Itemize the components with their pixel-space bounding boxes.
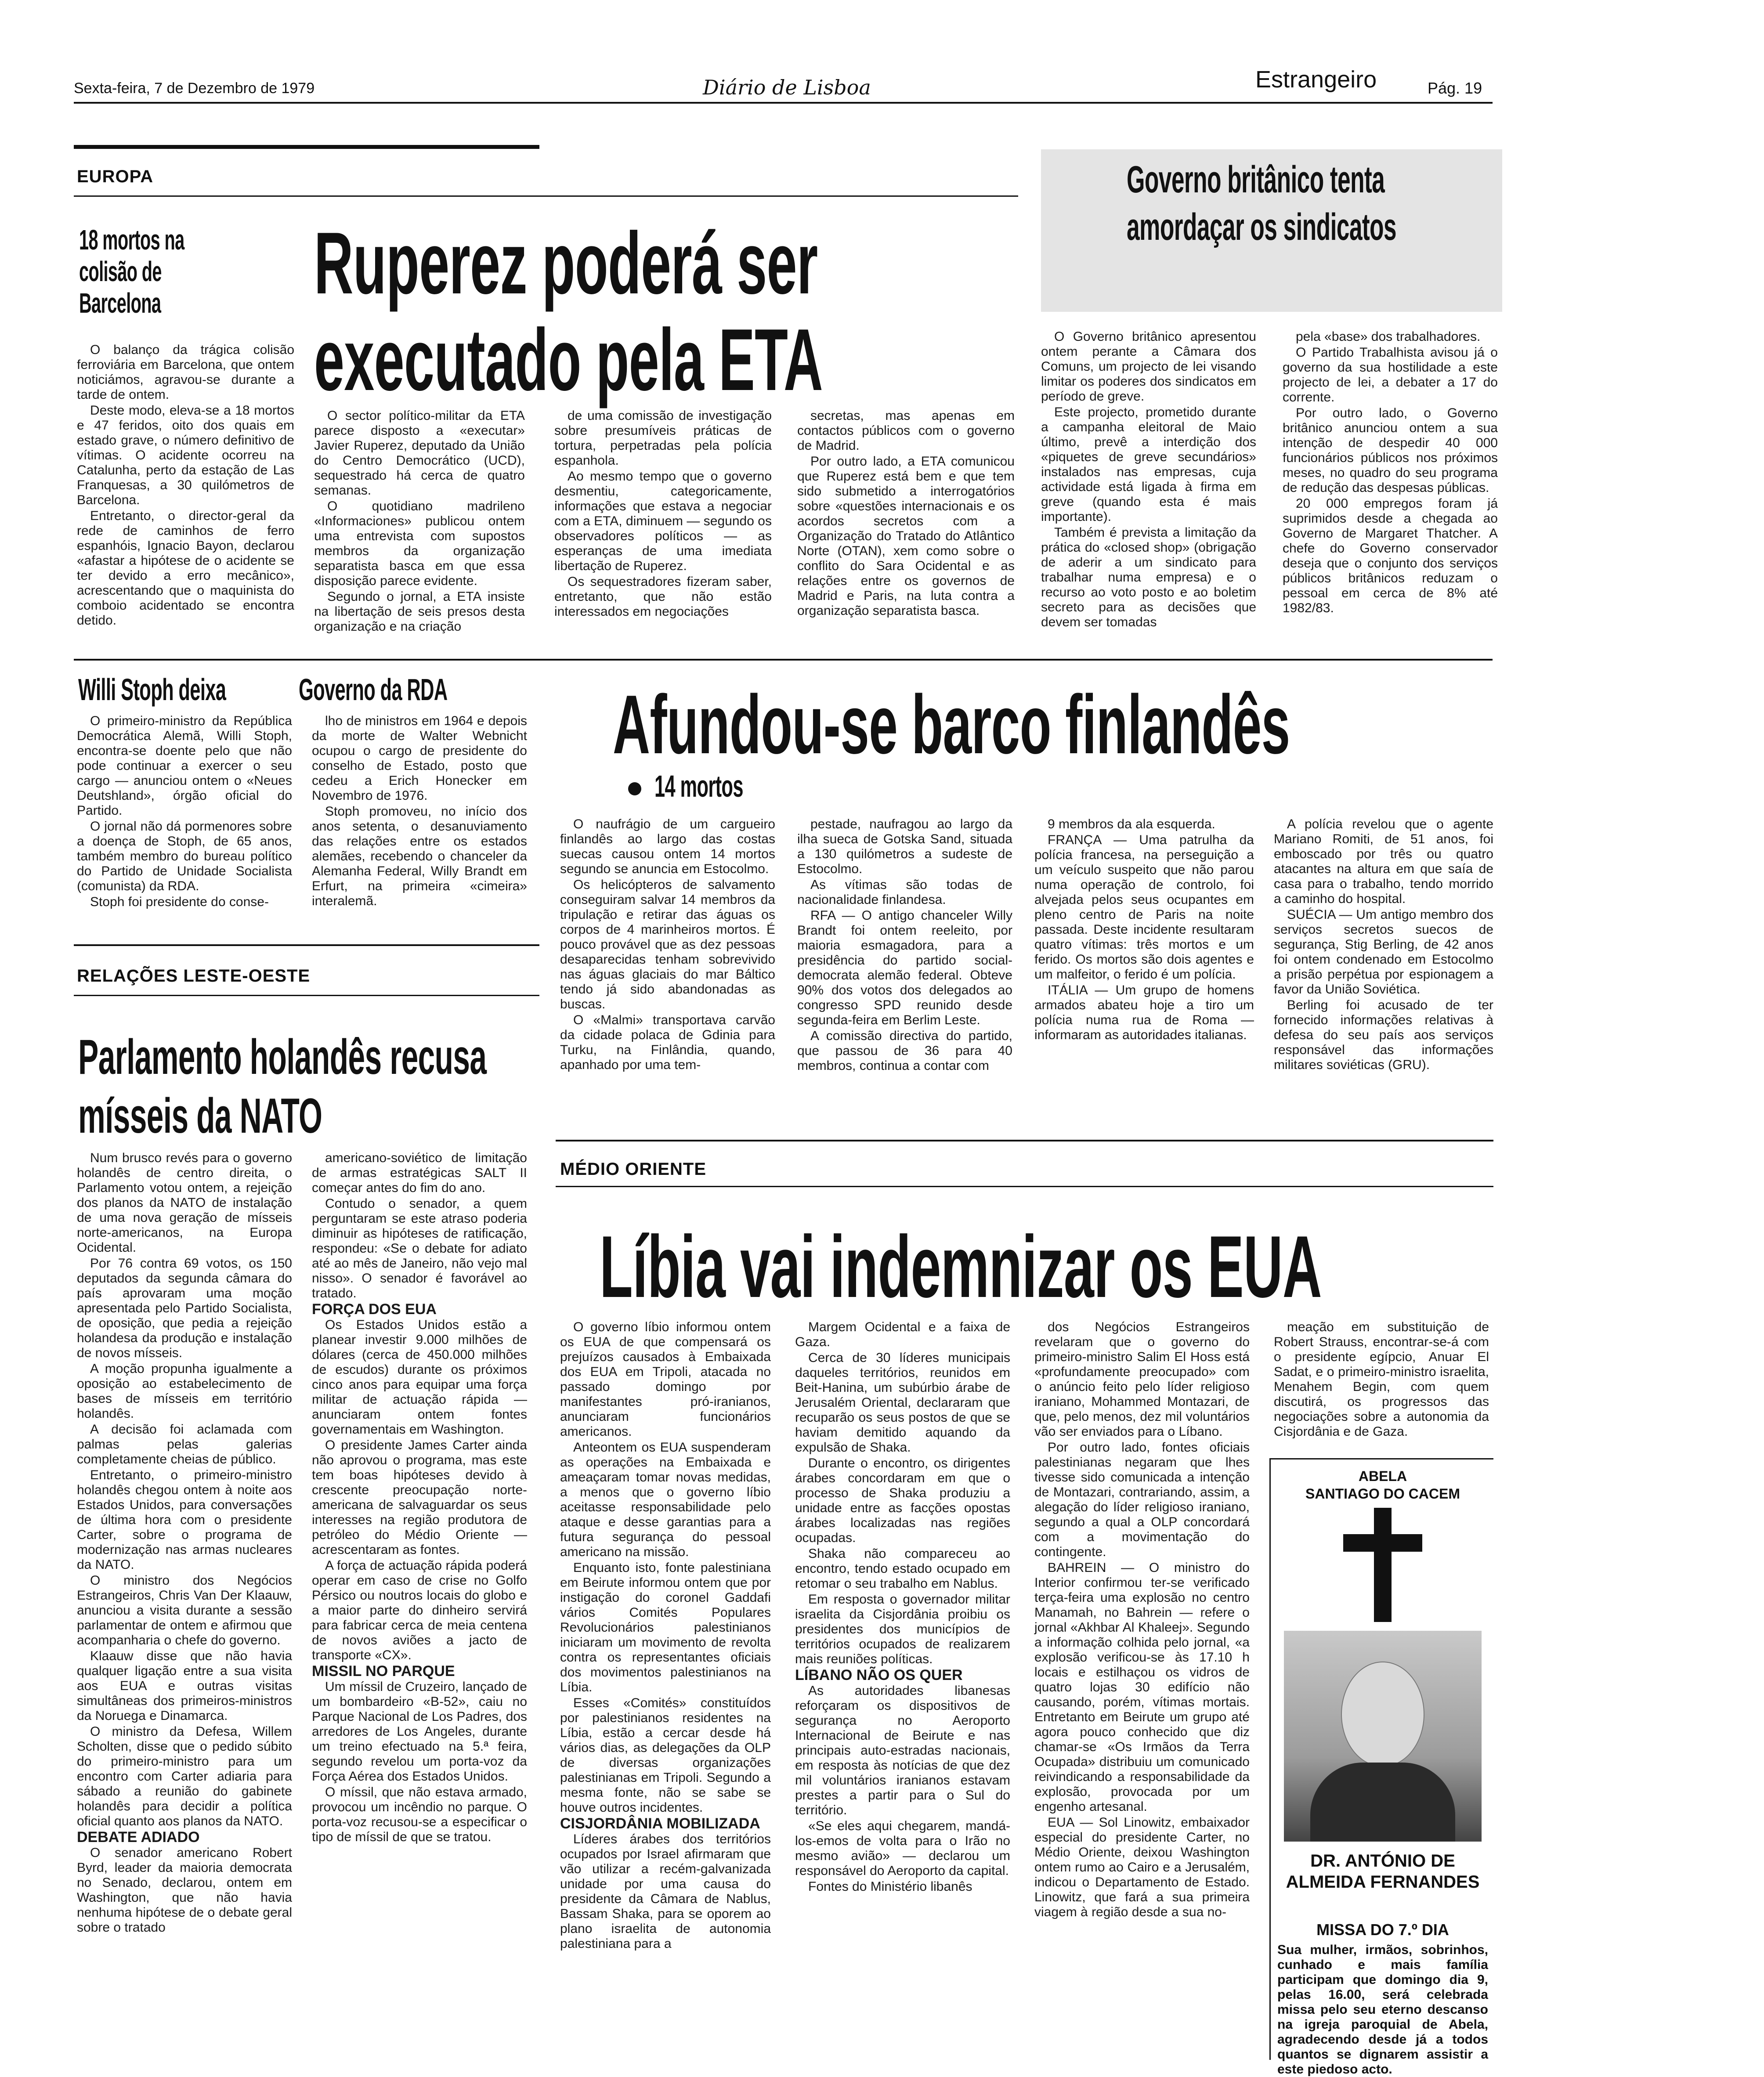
paragraph: O balanço da trágica colisão ferroviária em Barcelona, que ontem noticiámos, agravou-se durante a tarde de ontem. (77, 343, 294, 402)
finlandes-headline: Afundou-se barco finlandês (613, 678, 1290, 771)
subheading: FORÇA DOS EUA (312, 1301, 437, 1318)
europa-top-rule (74, 145, 539, 149)
section-label-europa: EUROPA (77, 167, 154, 186)
paragraph: O Partido Trabalhista avisou já o governo da sua hostilidade a este projecto de lei, a debater a 17 do corrente. (1283, 345, 1498, 405)
paragraph: Os Estados Unidos estão a planear investir 9.000 milhões de dólares (cerca de 450.000 milhões de escudos) durante os próximos cinco anos para equipar uma força militar de actuação rápida — anunciaram ontem fontes governamentais em Washington. (312, 1318, 527, 1437)
paragraph: Fontes do Ministério libanês (808, 1879, 972, 1894)
paragraph: Os sequestradores fizeram saber, entretanto, que não estão interessados em negociações (554, 574, 772, 619)
paragraph: Por outro lado, a ETA comunicou que Ruperez está bem e que tem sido submetido a interrogatórios sobre «questões internacionais e os acordos secretos com a Organização do Tratado do Atlântico Norte (OTAN), xem como sobre o conflito do Sara Ocidental e as relações entre os governos de Madrid e Paris, na luta contra a organização separatista basca. (797, 454, 1015, 618)
paragraph: Segundo o jornal, a ETA insiste na libertação de seis presos desta organização e na criação (314, 589, 525, 634)
stoph-headline-left: Willi Stoph deixa (78, 672, 226, 707)
paragraph: O naufrágio de um cargueiro finlandês ao largo das costas suecas causou ontem 14 mortos segundo se anuncia em Estocolmo. (560, 817, 775, 876)
paragraph: O governo líbio informou ontem os EUA de que compensará os prejuízos causados à Embaixada dos EUA em Tripoli, atacada no passado domingo por manifestantes pró-iranianos, anunciaram funcionários americanos. (560, 1320, 771, 1439)
paragraph: secretas, mas apenas em contactos públicos com o governo de Madrid. (797, 408, 1015, 453)
ruperez-col-3 (797, 408, 1015, 646)
section-label-leste-oeste: RELAÇÕES LESTE-OESTE (77, 966, 311, 986)
paragraph: O Governo britânico apresentou ontem perante a Câmara dos Comuns, um projecto de lei visando limitar os poderes dos sindicatos em período de greve. (1041, 329, 1256, 404)
paragraph: FRANÇA — Uma patrulha da polícia francesa, na perseguição a um veículo suspeito que não parou numa operação de controlo, foi alvejada pelos seus ocupantes em pleno centro de Paris na noite passada. Deste incidente resultaram quatro vítimas: três mortos e um ferido. Os mortos são dois agentes e um malfeitor, o ferido é um polícia. (1034, 833, 1254, 982)
paragraph: ITÁLIA — Um grupo de homens armados abateu hoje a tiro um polícia numa rua de Roma — informaram as autoridades italianas. (1034, 983, 1254, 1042)
masthead-rule (74, 102, 1493, 104)
paragraph: Num brusco revés para o governo holandês de centro direita, o Parlamento votou ontem, a rejeição dos planos da NATO de instalação de uma nova geração de mísseis norte-americanos, na Europa Ocidental. (77, 1151, 292, 1255)
stoph-headline-right: Governo da RDA (299, 672, 448, 707)
medio-oriente-top-rule (556, 1140, 1493, 1141)
paragraph: meação em substituição de Robert Strauss, encontrar-se-á com o presidente egípcio, Anuar El Sadat, e o primeiro-ministro israelita, Menahem Begin, com quem discutirá, os progressos das negociações sobre a autonomia da Cisjordânia e de Gaza. (1274, 1320, 1489, 1439)
holandes-headline: Parlamento holandês recusa mísseis da NATO (78, 1029, 487, 1143)
holandes-col-1 (77, 1151, 292, 2064)
subheading: MISSIL NO PARQUE (312, 1663, 455, 1680)
libia-headline: Líbia vai indemnizar os EUA (600, 1218, 1322, 1316)
paragraph: 20 000 empregos foram já suprimidos desde a chegada ao Governo de Margaret Thatcher. A chefe do Governo conservador deseja que o conjunto dos serviços públicos britânicos reduzam o pessoal em cerca de 8% até 1982/83. (1283, 496, 1498, 615)
paragraph: A força de actuação rápida poderá operar em caso de crise no Golfo Pérsico ou noutros locais do globo e a maior parte do dinheiro servirá para fabricar cerca de meia centena de novos aviões a jacto de transporte «CX». (312, 1558, 527, 1662)
paragraph: Durante o encontro, os dirigentes árabes concordaram em que o processo de Shaka produziu a unidade entre as facções opostas árabes localizadas nas regiões ocupadas. (795, 1456, 1010, 1545)
paragraph: Stoph promoveu, no início dos anos setenta, o desanuviamento das relações entre os estados alemães, recebendo o chanceler da Alemanha Federal, Willy Brandt em Erfurt, na primeira «cimeira» interalemã. (312, 804, 527, 908)
paragraph: Shaka não compareceu ao encontro, tendo estado ocupado em retomar o seu trabalho em Nablus. (795, 1546, 1010, 1591)
paragraph: O quotidiano madrileno «Informaciones» publicou ontem uma entrevista com supostos membros da organização separatista basca em que essa disposição parece evidente. (314, 499, 525, 588)
finlandes-col-3 (1034, 817, 1254, 1133)
finlandes-col-1 (560, 817, 775, 1133)
paragraph: Também é prevista a limitação da prática do «closed shop» (obrigação de aderir a um sindicato para trabalhar numa empresa) e o recurso ao voto posto e ao boletim secreto para as decisões que devem ser tomadas (1041, 525, 1256, 629)
paragraph: O ministro da Defesa, Willem Scholten, disse que o pedido súbito do primeiro-ministro para um encontro com Carter adiaria para sábado a reunião do gabinete holandês para decidir a política oficial quanto aos planos da NATO. (77, 1724, 292, 1828)
paragraph: Deste modo, eleva-se a 18 mortos e 47 feridos, oito dos quais em estado grave, o número definitivo de vítimas. O acidente ocorreu na Catalunha, perto da estação de Las Franquesas, a 30 quilómetros de Barcelona. (77, 403, 294, 507)
barcelona-headline: 18 mortos na colisão de Barcelona (79, 224, 184, 319)
paragraph: dos Negócios Estrangeiros revelaram que o governo do primeiro-ministro Salim El Hoss está «profundamente preocupado» com o anúncio feito pelo líder religioso iraniano, Mohammed Montazari, de que, pelo menos, dez mil voluntários vão ser enviados para o Líbano. (1034, 1320, 1250, 1439)
libia-col-2 (795, 1320, 1010, 2064)
paragraph: americano-soviético de limitação de armas estratégicas SALT II começar antes do fim do ano. (312, 1151, 527, 1195)
finlandes-col-4 (1274, 817, 1493, 1133)
paragraph: O ministro dos Negócios Estrangeiros, Chris Van Der Klaauw, anunciou a visita durante a sessão parlamentar de ontem e afirmou que acompanharia o chefe do governo. (77, 1573, 292, 1647)
finlandes-subhead: 14 mortos (628, 769, 798, 804)
holandes-col-2 (312, 1151, 527, 2064)
subheading: CISJORDÂNIA MOBILIZADA (560, 1815, 760, 1832)
paragraph: BAHREIN — O ministro do Interior confirmou ter-se verificado terça-feira uma explosão no centro Manamah, no Bahrein — refere o jornal «Akhbar Al Khaleej». Segundo a informação colhida pelo jornal, «a explosão verificou-se às 17.10 h locais e estilhaçou os vidros de quatro lojas 30 edifício não causando, porém, vítimas mortais. Entretanto em Beirute um grupo até agora pouco conhecido que diz chamar-se «Os Irmãos da Terra Ocupada» distribuiu um comunicado reivindicando a responsabilidade da explosão, provocada por um engenho artesanal. (1034, 1560, 1250, 1814)
paragraph: 9 membros da ala esquerda. (1048, 817, 1215, 831)
portrait-photo (1284, 1631, 1482, 1842)
paragraph: Stoph foi presidente do conse- (90, 895, 269, 909)
paragraph: Os helicópteros de salvamento conseguiram salvar 14 membros da tripulação e retirar das águas os corpos de 4 marinheiros mortos. É pouco provável que as dez pessoas desaparecidas tenham sobrevivido nas águas glaciais do mar Báltico tendo já sido abandonadas as buscas. (560, 878, 775, 1011)
paragraph: EUA — Sol Linowitz, embaixador especial do presidente Carter, no Médio Oriente, deixou Washington ontem rumo ao Cairo e a Jerusalém, indicou o Departamento de Estado. Linowitz, que fará a sua primeira viagem à região desde a sua no- (1034, 1815, 1250, 1919)
paragraph: O primeiro-ministro da República Democrática Alemã, Willi Stoph, encontra-se doente pelo que não pode continuar a exercer o seu cargo — anunciou ontem o «Neues Deutshland», órgão oficial do Partido. (77, 714, 292, 818)
paragraph: SUÉCIA — Um antigo membro dos serviços secretos suecos de segurança, Stig Berling, de 42 anos foi ontem condenado em Estocolmo a prisão perpétua por espionagem a favor da União Soviética. (1274, 907, 1493, 997)
paragraph: Berling foi acusado de ter fornecido informações relativas à defesa do seu país aos serviços responsável das informações militares soviéticas (GRU). (1274, 998, 1493, 1072)
britanico-col-1 (1041, 329, 1256, 646)
paragraph: pela «base» dos trabalhadores. (1296, 329, 1481, 344)
paragraph: O «Malmi» transportava carvão da cidade polaca de Gdinia para Turku, na Finlândia, quando, apanhado por uma tem- (560, 1013, 775, 1072)
masthead-newspaper: Diário de Lisboa (703, 76, 871, 99)
libia-col-1 (560, 1320, 771, 2064)
section-label-medio-oriente: MÉDIO ORIENTE (560, 1160, 707, 1179)
leste-oeste-top-rule (74, 944, 539, 946)
paragraph: Um míssil de Cruzeiro, lançado de um bombardeiro «B-52», caiu no Parque Nacional de Los Padres, dos arredores de Los Angeles, durante um treino efectuado na 5.ª feira, segundo revelou um porta-voz da Força Aérea dos Estados Unidos. (312, 1680, 527, 1784)
paragraph: A decisão foi aclamada com palmas pelas galerias completamente cheias de público. (77, 1422, 292, 1467)
medio-oriente-label-rule (556, 1186, 1493, 1187)
europa-label-rule (74, 195, 1018, 197)
stoph-col-1 (77, 714, 292, 933)
bullet-icon (628, 782, 641, 795)
paragraph: A polícia revelou que o agente Mariano Romiti, de 51 anos, foi emboscado por três ou quatro atacantes na altura em que saía de casa para o trabalho, tendo morrido a caminho do hospital. (1274, 817, 1493, 906)
barcelona-article (77, 343, 294, 650)
finlandes-col-2 (797, 817, 1012, 1133)
paragraph: O presidente James Carter ainda não aprovou o programa, mas este tem boas hipóteses devido à crescente preocupação norte-americana de salvaguardar os seus interesses na região produtora de petróleo do Médio Oriente — acrescentaram as fontes. (312, 1438, 527, 1557)
stoph-col-2 (312, 714, 527, 933)
paragraph: Contudo o senador, a quem perguntaram se este atraso poderia diminuir as hipóteses de ratificação, respondeu: «Se o debate for adiato até ao mês de Janeiro, não vejo mal nisso». O senador é favorável ao tratado. (312, 1196, 527, 1300)
paragraph: Entretanto, o primeiro-ministro holandês chegou ontem à noite aos Estados Unidos, para conversações de última hora com o presidente Carter, sobre o programa de modernização nas armas nucleares da NATO. (77, 1468, 292, 1572)
obituary-place: ABELA (1358, 1468, 1407, 1484)
obituary-name: DR. ANTÓNIO DE ALMEIDA FERNANDES (1286, 1851, 1480, 1892)
paragraph: Klaauw disse que não havia qualquer ligação entre a sua visita aos EUA e outras visitas simultâneas dos primeiros-ministros da Noruega e Dinamarca. (77, 1649, 292, 1723)
paragraph: pestade, naufragou ao largo da ilha sueca de Gotska Sand, situada a 130 quilómetros a sudeste de Estocolmo. (797, 817, 1012, 876)
ruperez-col-1 (314, 408, 525, 646)
paragraph: de uma comissão de investigação sobre presumíveis práticas de tortura, perpetradas pela polícia espanhola. (554, 408, 772, 468)
paragraph: Líderes árabes dos territórios ocupados por Israel afirmaram que vão utilizar a recém-galvanizada unidade por uma causa do presidente da Câmara de Nablus, Bassam Shaka, para se oporem ao plano israelita de autonomia palestiniana para a (560, 1832, 771, 1951)
paragraph: As vítimas são todas de nacionalidade finlandesa. (797, 878, 1012, 907)
ruperez-headline: Ruperez poderá ser executado pela ETA (314, 214, 823, 409)
obituary-text: Sua mulher, irmãos, sobrinhos, cunhado e mais família participam que domingo dia 9, pelas 16.00, será celebrada missa pelo seu eterno descanso na igreja paroquial de Abela, agradecendo desde já a todos quantos se dignarem assistir a este piedoso acto. (1277, 1943, 1488, 2077)
paragraph: O senador americano Robert Byrd, leader da maioria democrata no Senado, declarou, ontem em Washington, que não havia nenhuma hipótese de o debate geral sobre o tratado (77, 1846, 292, 1935)
obituary-place-2: SANTIAGO DO CACEM (1305, 1486, 1460, 1502)
paragraph: lho de ministros em 1964 e depois da morte de Walter Webnicht ocupou o cargo de presidente do conselho de Estado, posto que cedeu a Erich Honecker em Novembro de 1976. (312, 714, 527, 803)
paragraph: Cerca de 30 líderes municipais daqueles territórios, reunidos em Beit-Hanina, um subúrbio árabe de Jerusalém Oriental, declararam que recuparão os seus postos de que se haviam demitido aquando da expulsão de Shaka. (795, 1351, 1010, 1455)
paragraph: O míssil, que não estava armado, provocou um incêndio no parque. O porta-voz recusou-se a especificar o tipo de míssil de que se tratou. (312, 1785, 527, 1844)
paragraph: O jornal não dá pormenores sobre a doença de Stoph, de 65 anos, também membro do bureau político do Partido de Unidade Socialista (comunista) da RDA. (77, 819, 292, 893)
obituary-mass: MISSA DO 7.º DIA (1316, 1921, 1449, 1939)
paragraph: As autoridades libanesas reforçaram os dispositivos de segurança no Aeroporto Internacional de Beirute e nas principais auto-estradas nacionais, em resposta às notícias de que dez mil voluntários iranianos estavam prestes a partir para o Sul do território. (795, 1683, 1010, 1817)
paragraph: Por outro lado, fontes oficiais palestinianas negaram que lhes tivesse sido comunicada a intenção de Montazari, contrariando, assim, a alegação do líder religioso iraniano, segundo a qual a OLP concordará com a movimentação do contingente. (1034, 1440, 1250, 1559)
paragraph: Por outro lado, o Governo britânico anunciou ontem a sua intenção de despedir 40 000 funcionários públicos nos próximos meses, no quadro do seu programa de redução das despesas públicas. (1283, 406, 1498, 495)
paragraph: Este projecto, prometido durante a campanha eleitoral de Maio último, prevê a interdição dos «piquetes de greve secundários» instalados nas empresas, cuja actividade está ligada à firma em greve (quando esta é mais importante). (1041, 405, 1256, 524)
paragraph: Ao mesmo tempo que o governo desmentiu, categoricamente, informações que estava a negociar com a ETA, diminuem — segundo os observadores políticos — as esperanças de uma imediata libertação de Ruperez. (554, 469, 772, 573)
paragraph: Entretanto, o director-geral da rede de caminhos de ferro espanhóis, Ignacio Bayon, declarou «afastar a hipótese de o acidente se ter devido a erro mecânico», acrescentando que o maquinista do comboio acidentado se encontra detido. (77, 509, 294, 628)
masthead-section: Estrangeiro (1255, 66, 1377, 93)
obituary-box (1269, 1458, 1493, 2077)
paragraph: O sector político-militar da ETA parece disposto a «executar» Javier Ruperez, deputado da União do Centro Democrático (UCD), sequestrado há cerca de quatro semanas. (314, 408, 525, 498)
paragraph: RFA — O antigo chanceler Willy Brandt foi ontem reeleito, por maioria esmagadora, para a presidência do partido social-democrata alemão federal. Obteve 90% dos votos dos delegados ao congresso SPD reunido desde segunda-feira em Berlim Leste. (797, 908, 1012, 1027)
paragraph: Enquanto isto, fonte palestiniana em Beirute informou ontem que por instigação do coronel Gaddafi vários Comités Populares Revolucionários palestinianos iniciaram um movimento de revolta contra os representantes oficiais dos movimentos palestinianos na Líbia. (560, 1560, 771, 1694)
paragraph: «Se eles aqui chegarem, mandá-los-emos de volta para o Irão no mesmo avião» — declarou um responsável do Aeroporto da capital. (795, 1819, 1010, 1878)
paragraph: Por 76 contra 69 votos, os 150 deputados da segunda câmara do país aprovaram uma moção apresentada pelo Partido Socialista, de oposição, que pedia a rejeição holandesa da produção e instalação de novos mísseis. (77, 1256, 292, 1360)
ruperez-col-2 (554, 408, 772, 646)
paragraph: Em resposta o governador militar israelita da Cisjordânia proibiu os presidentes dos municípios de territórios ocupados de realizarem mais reuniões políticas. (795, 1592, 1010, 1666)
paragraph: A comissão directiva do partido, que passou de 36 para 40 membros, continua a contar com (797, 1029, 1012, 1073)
paragraph: Margem Ocidental e a faixa de Gaza. (795, 1320, 1010, 1349)
britanico-col-2 (1283, 329, 1498, 646)
paragraph: A moção propunha igualmente a oposição ao estabelecimento de bases de mísseis em território holandês. (77, 1362, 292, 1421)
subheading: LÍBANO NÃO OS QUER (795, 1667, 963, 1683)
paragraph: Anteontem os EUA suspenderam as operações na Embaixada e ameaçaram tomar novas medidas, a menos que o governo líbio aceitasse responsabilidade pelo ataque e desse garantias para a futura segurança do pessoal americano na missão. (560, 1440, 771, 1559)
masthead (0, 0, 1546, 132)
cross-icon (1343, 1508, 1422, 1622)
divider-europa-bottom (74, 659, 1493, 661)
paragraph: Esses «Comités» constituídos por palestinianos residentes na Líbia, estão a cercar desde há vários dias, as delegações da OLP de diversas organizações palestinianas em Tripoli. Segundo a mesma fonte, não se sabe se houve outros incidentes. (560, 1696, 771, 1815)
subheading: DEBATE ADIADO (77, 1829, 200, 1846)
britanico-headline: Governo britânico tenta amordaçar os sindicatos (1127, 159, 1396, 248)
masthead-date: Sexta-feira, 7 de Dezembro de 1979 (74, 80, 315, 97)
libia-col-3 (1034, 1320, 1250, 2064)
libia-col-4 (1274, 1320, 1489, 1452)
leste-oeste-label-rule (74, 995, 539, 996)
masthead-page: Pág. 19 (1428, 79, 1482, 97)
